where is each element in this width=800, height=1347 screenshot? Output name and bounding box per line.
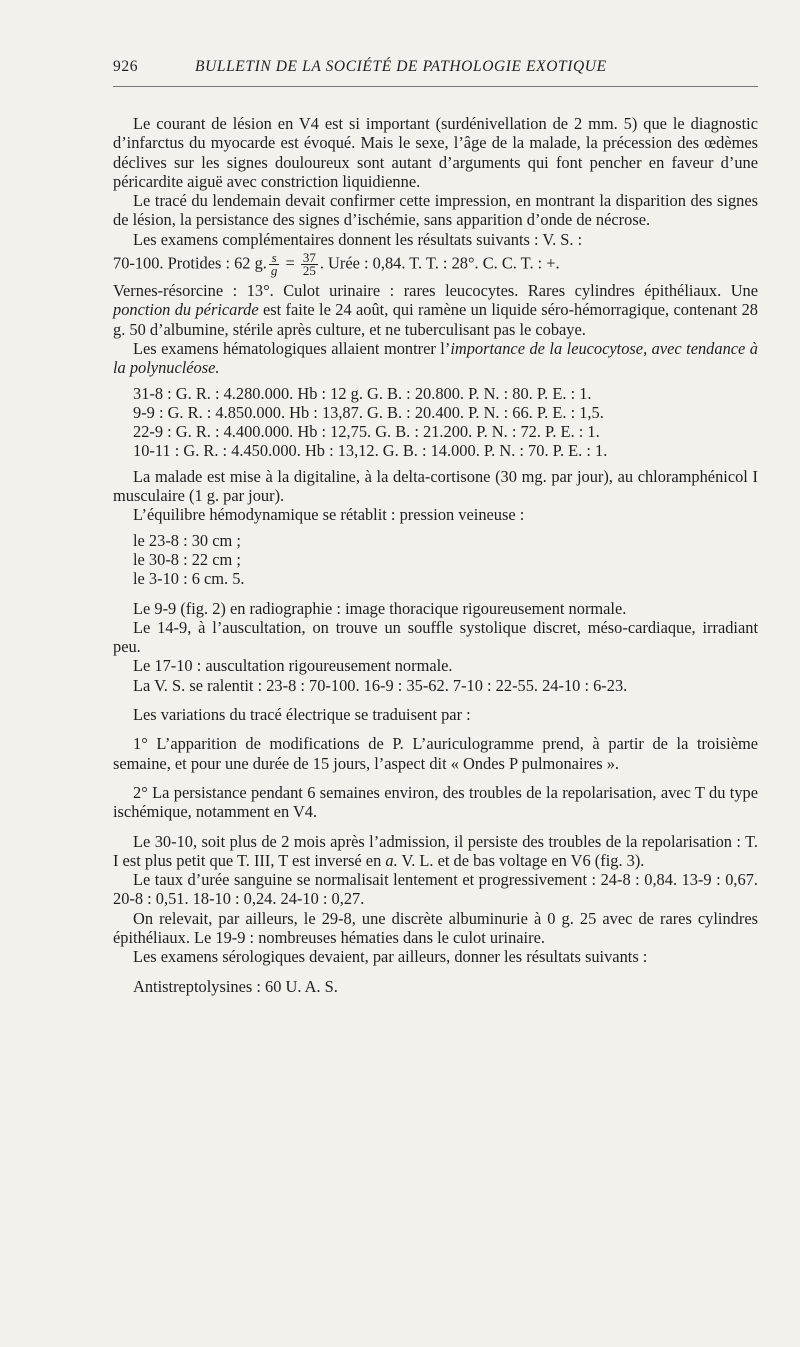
paragraph: Les variations du tracé électrique se traduisent par : (133, 705, 471, 725)
emphasis: importance de la leucocytose, avec tendance à la polynucléose. (113, 338, 758, 378)
paragraph (113, 339, 758, 378)
page-number: 926 (113, 58, 139, 75)
paragraph: On relevait, par ailleurs, le 29-8, une discrète albuminurie à 0 g. 25 avec de rares cylindres épithéliaux. Le 19-9 : nombreuses hématies dans le culot urinaire. (113, 908, 758, 947)
emphasis: a. (385, 850, 398, 870)
page-header (113, 58, 758, 82)
pressure-item: le 23-8 : 30 cm ; (133, 530, 241, 550)
paragraph: La malade est mise à la digitaline, à la delta-cortisone (30 mg. par jour), au chloramphénicol I musculaire (1 g. par jour). (113, 466, 758, 506)
text-run: V. L. et de bas voltage en V6 (fig. 3). (401, 850, 645, 870)
fraction-numerator: 37 (302, 250, 316, 266)
value-fraction (301, 252, 318, 277)
paragraph: Le tracé du lendemain devait confirmer cette impression, en montrant la disparition des signes de lésion, la persistance des signes d’ischémie, sans apparition d’onde de nécrose. (113, 191, 758, 230)
paragraph: La V. S. se ralentit : 23-8 : 70-100. 16-9 : 35-62. 7-10 : 22-55. 24-10 : 6-23. (133, 675, 628, 695)
paragraph: 1° L’apparition de modifications de P. L’auriculogramme prend, à partir de la troisième semaine, et pour une durée de 15 jours, l’aspect dit « Ondes P pulmonaires ». (113, 734, 758, 773)
text-run: Les examens hématologiques allaient montrer l’ (133, 338, 451, 358)
paragraph: 2° La persistance pendant 6 semaines environ, des troubles de la repolarisation, avec T du type ischémique, notamment en V4. (113, 782, 758, 822)
blood-count-line: 22-9 : G. R. : 4.400.000. Hb : 12,75. G. B. : 21.200. P. N. : 72. P. E. : 1. (133, 422, 600, 442)
fraction-denominator: g (270, 263, 278, 279)
protides-line (113, 252, 758, 277)
paragraph: Antistreptolysines : 60 U. A. S. (133, 976, 338, 996)
text-run: Vernes-résorcine : 13°. Culot urinaire : rares leucocytes. Rares cylindres épithéliaux. Une (113, 281, 758, 301)
fraction-numerator: s (269, 252, 280, 265)
text-run: Le 30-10, soit plus de 2 mois après l’admission, il persiste des troubles de la repolarisation : T. I est plus petit que T. III, T est inversé en (113, 831, 758, 870)
body-text (113, 114, 758, 996)
paragraph: Le 9-9 (fig. 2) en radiographie : image thoracique rigoureusement normale. (133, 598, 627, 618)
pressure-list (113, 531, 758, 589)
pressure-item: le 30-8 : 22 cm ; (133, 549, 241, 569)
paragraph (113, 832, 758, 871)
ratio-fraction (269, 252, 280, 277)
paragraph: Le 17-10 : auscultation rigoureusement normale. (133, 656, 453, 676)
blood-count-line: 31-8 : G. R. : 4.280.000. Hb : 12 g. G. B. : 20.800. P. N. : 80. P. E. : 1. (133, 383, 592, 403)
protides-text: 70-100. Protides : 62 g. (113, 253, 267, 273)
paragraph: L’équilibre hémodynamique se rétablit : pression veineuse : (133, 505, 525, 525)
fraction-denominator: 25 (302, 263, 316, 279)
blood-count-line: 10-11 : G. R. : 4.450.000. Hb : 13,12. G. B. : 14.000. P. N. : 70. P. E. : 1. (133, 441, 608, 461)
paragraph: Les examens sérologiques devaient, par ailleurs, donner les résultats suivants : (133, 947, 648, 967)
header-rule (113, 86, 758, 87)
paragraph: Le courant de lésion en V4 est si important (surdénivellation de 2 mm. 5) que le diagnostic d’infarctus du myocarde est évoqué. Mais le sexe, l’âge de la malade, la précession des œdèmes déclives sur les signes douloureux sont autant d’arguments qui font pencher en faveur d’une péricardite aiguë avec constriction liquidienne. (113, 114, 758, 191)
pressure-item: le 3-10 : 6 cm. 5. (133, 569, 245, 589)
paragraph (113, 281, 758, 339)
paragraph: Le taux d’urée sanguine se normalisait lentement et progressivement : 24-8 : 0,84. 13-9 : 0,67. 20-8 : 0,51. 18-10 : 0,24. 24-10 : 0,27. (113, 870, 758, 909)
paragraph: Les examens complémentaires donnent les résultats suivants : V. S. : (133, 229, 583, 249)
journal-title: BULLETIN DE LA SOCIÉTÉ DE PATHOLOGIE EXOTIQUE (195, 58, 607, 75)
blood-count-line: 9-9 : G. R. : 4.850.000. Hb : 13,87. G. B. : 20.400. P. N. : 66. P. E. : 1,5. (133, 402, 604, 422)
uree-text: . Urée : 0,84. T. T. : 28°. C. C. T. : +. (319, 253, 560, 273)
equals-sign: = (285, 253, 295, 273)
paragraph: Le 14-9, à l’auscultation, on trouve un souffle systolique discret, méso-cardiaque, irradiant peu. (113, 617, 758, 657)
text-run: est faite le 24 août, qui ramène un liquide séro-hémorragique, contenant 28 g. 50 d’albumine, stérile après culture, et ne tuberculisant pas le cobaye. (113, 300, 758, 339)
emphasis: ponction du péricarde (113, 300, 259, 320)
